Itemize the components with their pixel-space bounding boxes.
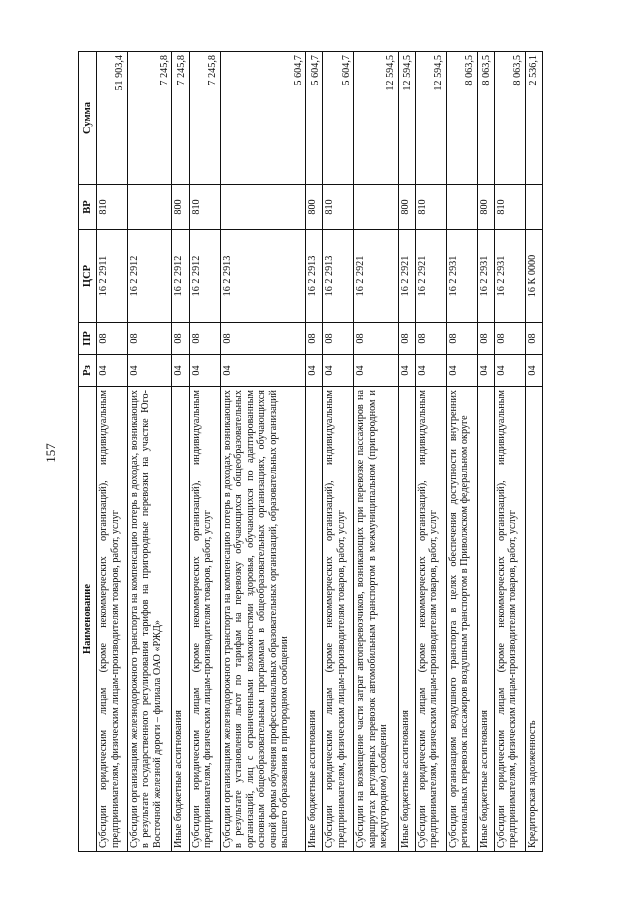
table-container: [78, 52, 543, 852]
cell-rz: 04: [323, 355, 354, 387]
header-pr: ПР: [79, 323, 97, 355]
cell-vr: 810: [189, 185, 220, 230]
table-header-row: [79, 52, 97, 852]
cell-name: Субсидии организациям железнодорожного транспорта на компенсацию потерь в доходах, возникающих в результате установления льгот по тарифам на перевозку обучающихся общеобразовательных организаций, лиц с ограниченными возможностями здоровья, обучающихся по адаптированным основным общеобразовательным программам в общеобразовательных организациях, обучающихся очной формы обучения профессиональных образовательных организаций, образовательных организаций высшего образования в пригородном сообщении: [220, 387, 306, 852]
cell-name: Иные бюджетные ассигнования: [398, 387, 415, 852]
cell-rz: 04: [220, 355, 306, 387]
cell-rz: 04: [189, 355, 220, 387]
cell-rz: 04: [127, 355, 172, 387]
cell-pr: 08: [323, 323, 354, 355]
cell-pr: 08: [494, 323, 525, 355]
cell-sum: 12 594,5: [354, 52, 399, 185]
cell-vr: [525, 185, 542, 230]
table-row: [415, 52, 446, 852]
cell-rz: 04: [172, 355, 189, 387]
cell-name: Иные бюджетные ассигнования: [172, 387, 189, 852]
cell-sum: 2 536,1: [525, 52, 542, 185]
table-row: [172, 52, 189, 852]
cell-rz: 04: [494, 355, 525, 387]
table-row: [306, 52, 323, 852]
cell-vr: [127, 185, 172, 230]
cell-name: Субсидии юридическим лицам (кроме некоммерческих организаций), индивидуальным предпринимателям, физическим лицам-производителям товаров, работ, услуг: [97, 387, 128, 852]
cell-rz: 04: [97, 355, 128, 387]
cell-sum: 8 063,5: [494, 52, 525, 185]
cell-rz: 04: [415, 355, 446, 387]
rotated-table-frame: [78, 52, 543, 852]
cell-sum: 7 245,8: [172, 52, 189, 185]
header-rz: Рз: [79, 355, 97, 387]
cell-pr: 08: [354, 323, 399, 355]
cell-vr: 810: [415, 185, 446, 230]
cell-pr: 08: [477, 323, 494, 355]
cell-rz: 04: [354, 355, 399, 387]
table-row: [494, 52, 525, 852]
cell-pr: 08: [189, 323, 220, 355]
table-row: [220, 52, 306, 852]
cell-vr: [446, 185, 477, 230]
cell-name: Субсидии юридическим лицам (кроме некоммерческих организаций), индивидуальным предпринимателям, физическим лицам-производителям товаров, работ, услуг: [415, 387, 446, 852]
budget-table: [78, 51, 543, 852]
cell-csr: 16 2 2931: [494, 230, 525, 323]
cell-csr: 16 2 2921: [398, 230, 415, 323]
cell-name: Субсидии юридическим лицам (кроме некоммерческих организаций), индивидуальным предпринимателям, физическим лицам-производителям товаров, работ, услуг: [494, 387, 525, 852]
cell-rz: 04: [446, 355, 477, 387]
table-row: [525, 52, 542, 852]
cell-csr: 16 К 0000: [525, 230, 542, 323]
cell-name: Субсидии на возмещение части затрат автоперевозчиков, возникающих при перевозке пассажиров на маршрутах регулярных перевозок автомобильным транспортом в межмуниципальном (пригородном и междугородном) сообщении: [354, 387, 399, 852]
cell-vr: 810: [494, 185, 525, 230]
cell-rz: 04: [398, 355, 415, 387]
cell-csr: 16 2 2913: [323, 230, 354, 323]
cell-csr: 16 2 2931: [446, 230, 477, 323]
table-row: [354, 52, 399, 852]
cell-vr: 800: [306, 185, 323, 230]
header-vr: ВР: [79, 185, 97, 230]
page-number: 157: [43, 443, 58, 463]
cell-sum: 5 604,7: [323, 52, 354, 185]
table-body: [97, 52, 543, 852]
cell-pr: 08: [306, 323, 323, 355]
table-row: [477, 52, 494, 852]
cell-name: Кредиторская задолженность: [525, 387, 542, 852]
cell-name: Иные бюджетные ассигнования: [306, 387, 323, 852]
cell-rz: 04: [525, 355, 542, 387]
cell-vr: 810: [97, 185, 128, 230]
cell-sum: 51 903,4: [97, 52, 128, 185]
cell-vr: 800: [477, 185, 494, 230]
cell-name: Субсидии организациям железнодорожного транспорта на компенсацию потерь в доходах, возникающих в результате государственного регулирования тарифов на пригородные перевозки на участке Юго-Восточной железной дороги – филиала ОАО «РЖД»: [127, 387, 172, 852]
cell-csr: 16 2 2912: [127, 230, 172, 323]
cell-pr: 08: [172, 323, 189, 355]
cell-csr: 16 2 2931: [477, 230, 494, 323]
cell-pr: 08: [415, 323, 446, 355]
cell-csr: 16 2 2911: [97, 230, 128, 323]
table-row: [127, 52, 172, 852]
table-row: [189, 52, 220, 852]
cell-sum: 7 245,8: [127, 52, 172, 185]
cell-sum: 5 604,7: [220, 52, 306, 185]
cell-vr: 810: [323, 185, 354, 230]
cell-pr: 08: [446, 323, 477, 355]
cell-name: Субсидии юридическим лицам (кроме некоммерческих организаций), индивидуальным предпринимателям, физическим лицам-производителям товаров, работ, услуг: [189, 387, 220, 852]
cell-csr: 16 2 2913: [306, 230, 323, 323]
cell-pr: 08: [398, 323, 415, 355]
cell-name: Субсидии организациям воздушного транспорта в целях обеспечения доступности внутренних региональных перевозок пассажиров воздушным транспортом в Приволжском федеральном округе: [446, 387, 477, 852]
cell-vr: [220, 185, 306, 230]
cell-sum: 7 245,8: [189, 52, 220, 185]
cell-sum: 8 063,5: [446, 52, 477, 185]
cell-rz: 04: [477, 355, 494, 387]
cell-csr: 16 2 2921: [354, 230, 399, 323]
cell-vr: 800: [398, 185, 415, 230]
cell-sum: 5 604,7: [306, 52, 323, 185]
header-sum: Сумма: [79, 52, 97, 185]
cell-rz: 04: [306, 355, 323, 387]
cell-sum: 12 594,5: [415, 52, 446, 185]
cell-csr: 16 2 2912: [189, 230, 220, 323]
cell-name: Иные бюджетные ассигнования: [477, 387, 494, 852]
table-row: [97, 52, 128, 852]
header-csr: ЦСР: [79, 230, 97, 323]
cell-csr: 16 2 2913: [220, 230, 306, 323]
cell-pr: 08: [97, 323, 128, 355]
cell-pr: 08: [220, 323, 306, 355]
header-name: Наименование: [79, 387, 97, 852]
cell-sum: 12 594,5: [398, 52, 415, 185]
cell-pr: 08: [127, 323, 172, 355]
table-row: [323, 52, 354, 852]
cell-csr: 16 2 2912: [172, 230, 189, 323]
cell-csr: 16 2 2921: [415, 230, 446, 323]
cell-vr: [354, 185, 399, 230]
cell-vr: 800: [172, 185, 189, 230]
cell-pr: 08: [525, 323, 542, 355]
table-row: [398, 52, 415, 852]
table-row: [446, 52, 477, 852]
cell-name: Субсидии юридическим лицам (кроме некоммерческих организаций), индивидуальным предпринимателям, физическим лицам-производителям товаров, работ, услуг: [323, 387, 354, 852]
cell-sum: 8 063,5: [477, 52, 494, 185]
